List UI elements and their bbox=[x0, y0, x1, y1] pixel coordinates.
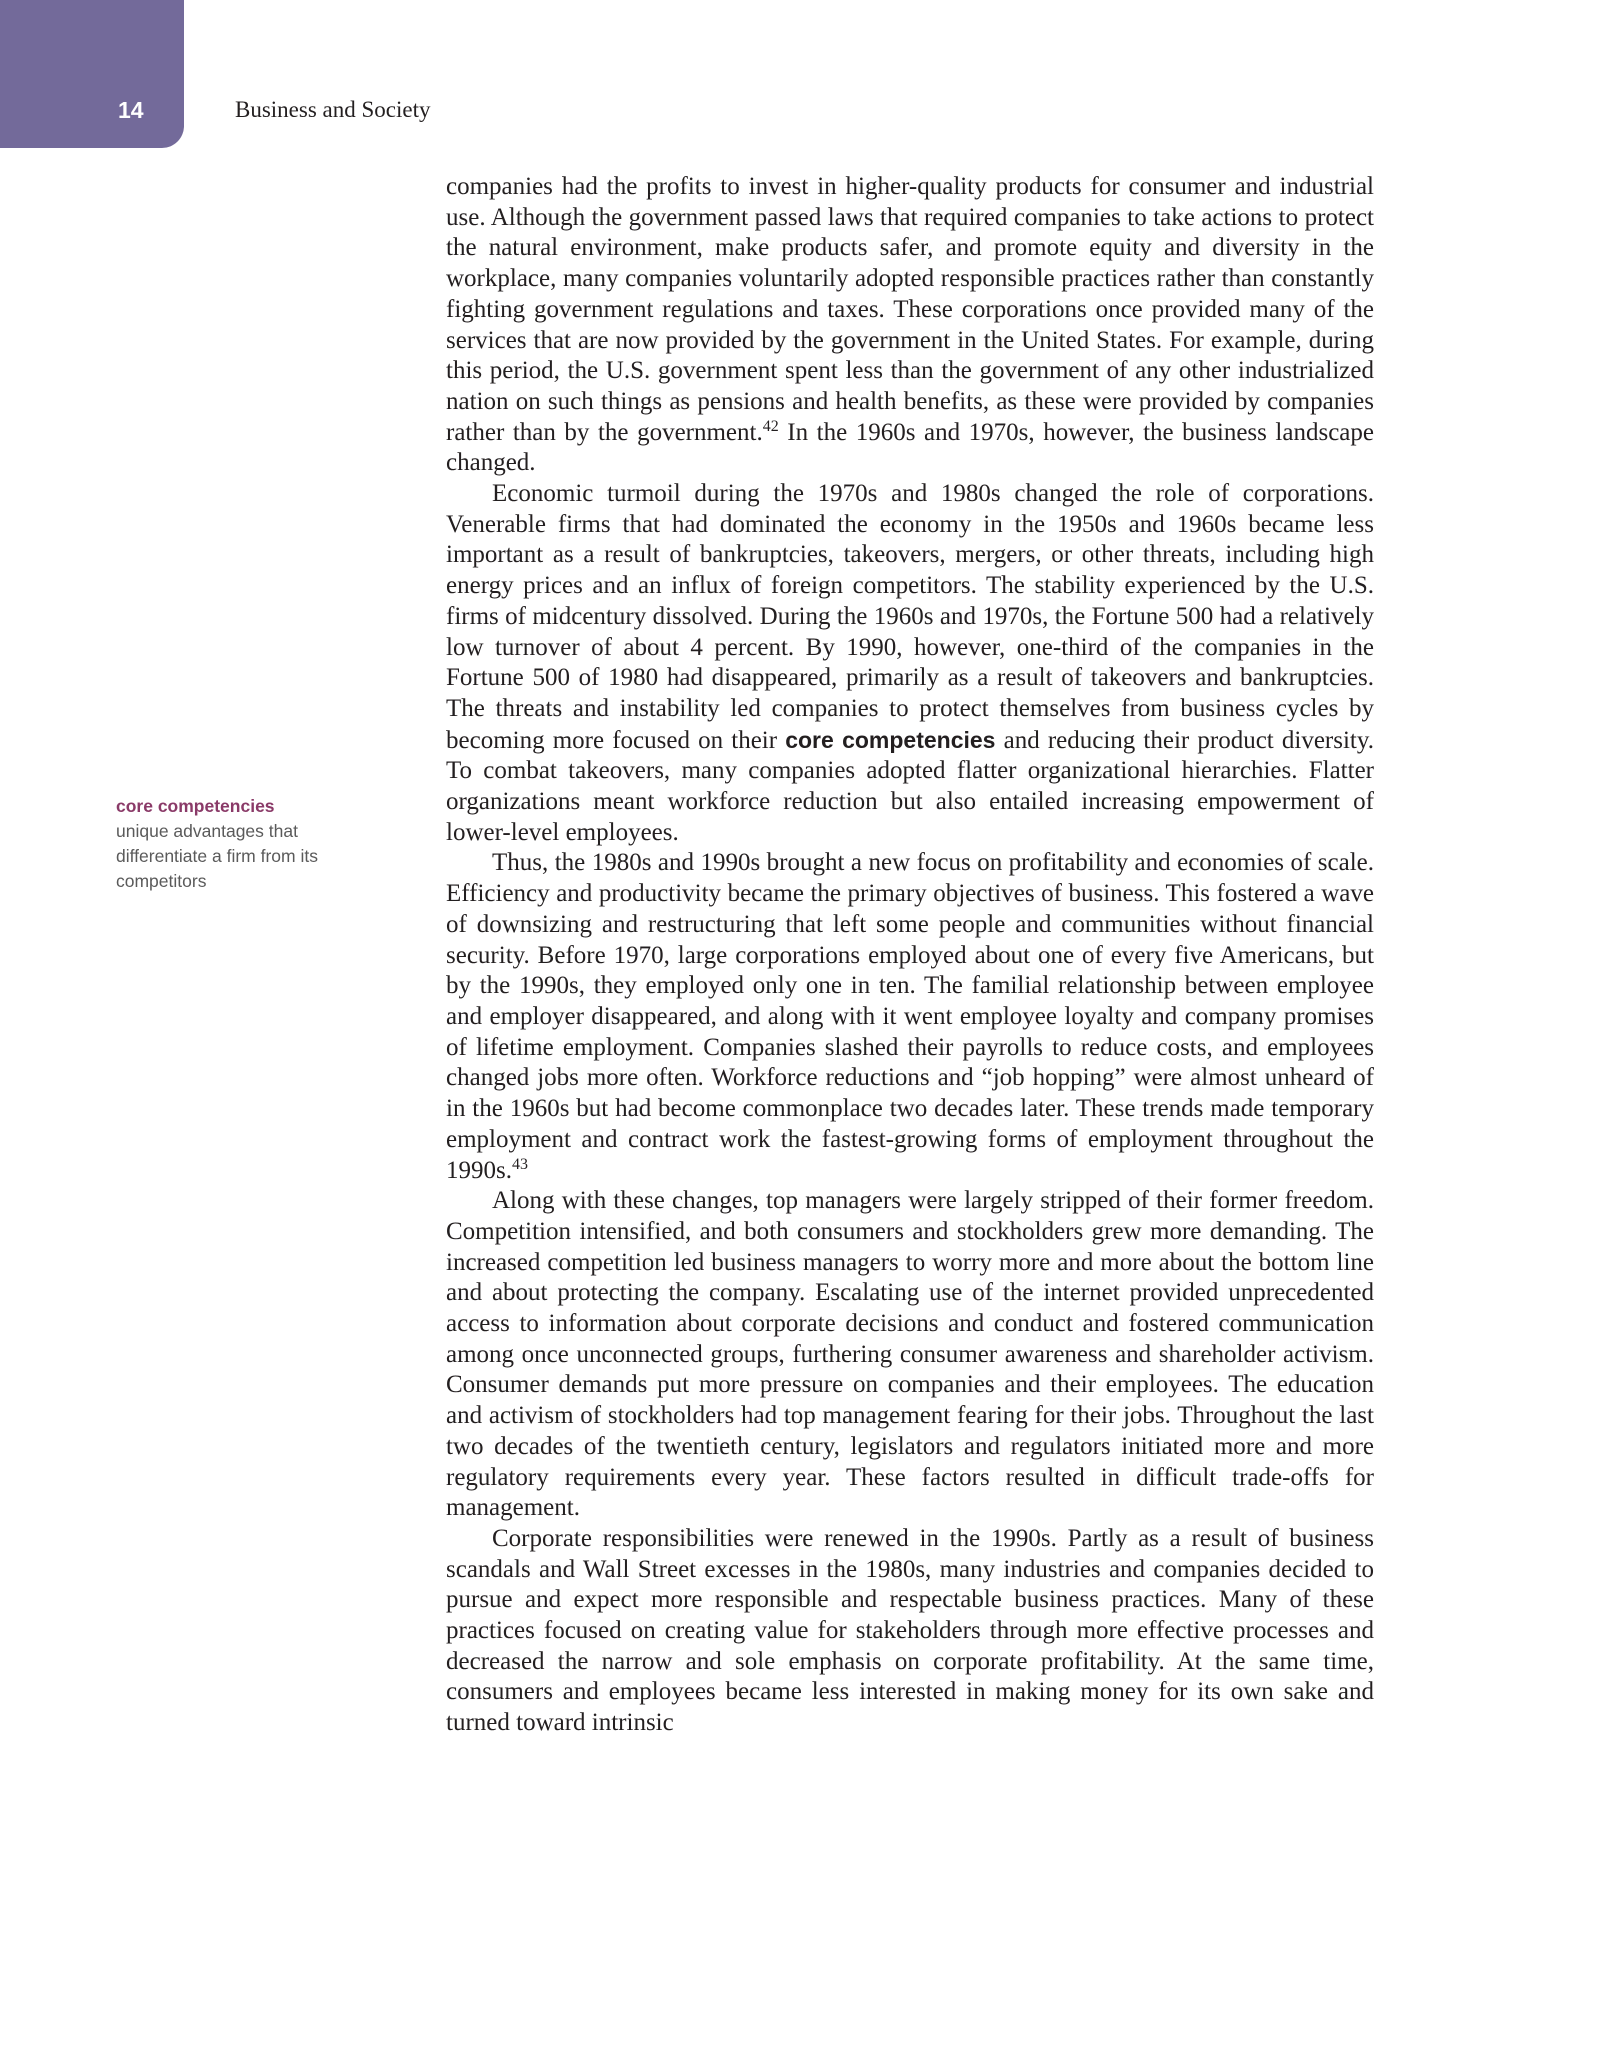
paragraph-text: Economic turmoil during the 1970s and 1980s changed the role of corporations. Venerable firms that had dominated the economy in the 1950s and 1960s became less important as a result of bankruptcies, takeovers, mergers, or other threats, including high energy prices and an influx of foreign competitors. The stability experienced by the U.S. firms of midcentury dissolved. During the 1960s and 1970s, the Fortune 500 had a relatively low turnover of about 4 percent. By 1990, however, one-third of the companies in the Fortune 500 of 1980 had disappeared, primarily as a result of takeovers and bankruptcies. The threats and instability led companies to protect themselves from business cycles by becoming more focused on their bbox=[446, 480, 1374, 754]
page-number-tab bbox=[0, 0, 184, 148]
endnote-ref-42: 42 bbox=[762, 417, 779, 435]
paragraph-text-continued: and reducing their product diversity. To combat takeovers, many companies adopted flatter organizational hierarchies. Flatter organizations meant workforce reduction but also entailed increasing empowerment of lower-level employees. bbox=[446, 726, 1375, 846]
paragraph-text-continued: In the 1960s and 1970s, however, the business landscape changed. bbox=[446, 418, 1374, 477]
paragraph-text: Along with these changes, top managers were largely stripped of their former freedom. Competition intensified, and both consumers and stockholders grew more demanding. The increased competition led business managers to worry more and more about the bottom line and about protecting the company. Escalating use of the internet provided unprecedented access to information about corporate decisions and conduct and fostered communication among once unconnected groups, furthering consumer awareness and shareholder activism. Consumer demands put more pressure on companies and their employees. The education and activism of stockholders had top management fearing for their jobs. Throughout the last two decades of the twentieth century, legislators and regulators initiated more and more regulatory requirements every year. These factors resulted in difficult trade-offs for management. bbox=[446, 1187, 1374, 1522]
running-title: Business and Society bbox=[235, 97, 431, 122]
paragraph-text: companies had the profits to invest in higher-quality products for consumer and industrial use. Although the government passed laws that required companies to take actions to protect the natural environment, make products safer, and promote equity and diversity in the workplace, many companies voluntarily adopted responsible practices rather than constantly fighting government regulations and taxes. These corporations once provided many of the services that are now provided by the government in the United States. For example, during this period, the U.S. government spent less than the government of any other industrialized nation on such things as pensions and health benefits, as these were provided by companies rather than by the government. bbox=[446, 173, 1374, 446]
margin-glossary-note bbox=[116, 794, 376, 894]
paragraph-2 bbox=[446, 479, 1374, 848]
glossary-definition: unique advantages that differentiate a firm from its competitors bbox=[116, 821, 318, 891]
paragraph-4 bbox=[446, 1186, 1374, 1524]
body-text bbox=[446, 172, 1374, 1739]
paragraph-5 bbox=[446, 1524, 1374, 1739]
endnote-ref-43: 43 bbox=[511, 1155, 528, 1173]
paragraph-text: Corporate responsibilities were renewed in the 1990s. Partly as a result of business scandals and Wall Street excesses in the 1980s, many industries and companies decided to pursue and expect more responsible and respectable business practices. Many of these practices focused on creating value for stakeholders through more effective processes and decreased the narrow and sole emphasis on corporate profitability. At the same time, consumers and employees became less interested in making money for its own sake and turned toward intrinsic bbox=[446, 1524, 1374, 1737]
key-term-core-competencies: core competencies bbox=[785, 726, 996, 753]
paragraph-1 bbox=[446, 172, 1374, 479]
glossary-term: core competencies bbox=[116, 796, 275, 816]
paragraph-text: Thus, the 1980s and 1990s brought a new focus on profitability and economies of scale. Efficiency and productivity became the primary objectives of business. This fostered a wave of downsizing and restructuring that left some people and communities without financial security. Before 1970, large corporations employed about one of every five Americans, but by the 1990s, they employed only one in ten. The familial relationship between employee and employer disappeared, and along with it went employee loyalty and company promises of lifetime employment. Companies slashed their payrolls to reduce costs, and employees changed jobs more often. Workforce reductions and “job hopping” were almost unheard of in the 1960s but had become commonplace two decades later. These trends made temporary employment and contract work the fastest-growing forms of employment throughout the 1990s. bbox=[446, 849, 1374, 1184]
page-number: 14 bbox=[118, 97, 144, 123]
paragraph-3 bbox=[446, 848, 1374, 1186]
